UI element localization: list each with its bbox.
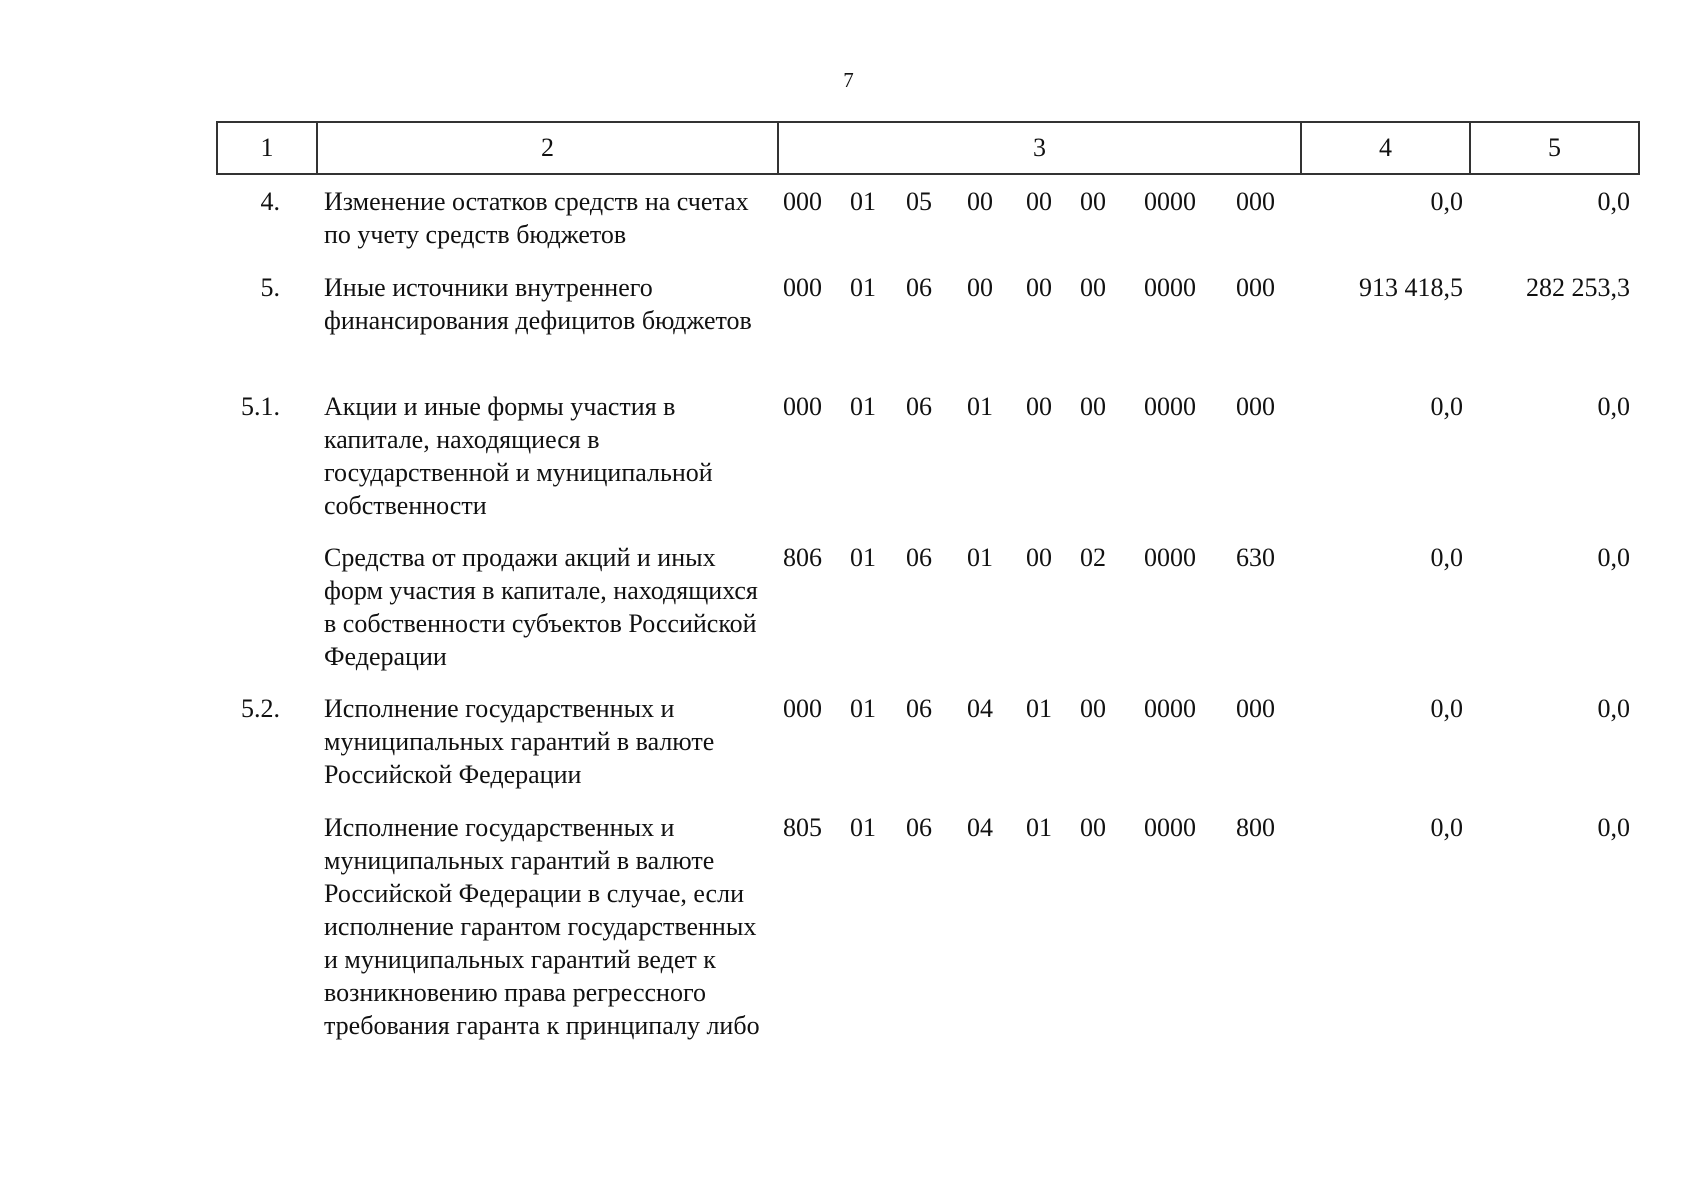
code-program: 0000 bbox=[1144, 694, 1196, 723]
code-subarticle: 00 bbox=[1026, 543, 1052, 572]
row-code bbox=[777, 692, 1300, 811]
row-name: Изменение остатков средств на счетах по учету средств бюджетов bbox=[324, 187, 749, 249]
table-row bbox=[216, 271, 1640, 390]
code-program: 0000 bbox=[1144, 273, 1196, 302]
code-group: 01 bbox=[850, 543, 876, 572]
code-element: 00 bbox=[1080, 187, 1106, 216]
row-value-col4: 0,0 bbox=[1430, 813, 1463, 842]
code-element: 02 bbox=[1080, 543, 1106, 572]
row-value-col5: 0,0 bbox=[1597, 694, 1630, 723]
page-number: 7 bbox=[843, 68, 854, 92]
row-name: Исполнение государственных и муниципальных гарантий в валюте Российской Федерации bbox=[324, 694, 715, 789]
code-article: 00 bbox=[967, 273, 993, 302]
row-number: 5. bbox=[260, 273, 280, 302]
header-col-4: 4 bbox=[1302, 123, 1471, 173]
code-article: 04 bbox=[967, 813, 993, 842]
code-subarticle: 01 bbox=[1026, 813, 1052, 842]
code-admin: 000 bbox=[783, 392, 822, 421]
code-admin: 000 bbox=[783, 187, 822, 216]
row-value-col4: 0,0 bbox=[1430, 392, 1463, 421]
code-subarticle: 01 bbox=[1026, 694, 1052, 723]
code-subarticle: 00 bbox=[1026, 187, 1052, 216]
code-subgroup: 06 bbox=[906, 392, 932, 421]
table-body bbox=[216, 185, 1640, 1081]
code-subgroup: 05 bbox=[906, 187, 932, 216]
code-article: 04 bbox=[967, 694, 993, 723]
code-subarticle: 00 bbox=[1026, 273, 1052, 302]
code-group: 01 bbox=[850, 187, 876, 216]
code-element: 00 bbox=[1080, 392, 1106, 421]
row-code bbox=[777, 390, 1300, 541]
row-value-col4: 0,0 bbox=[1430, 694, 1463, 723]
code-program: 0000 bbox=[1144, 187, 1196, 216]
row-number: 5.2. bbox=[241, 694, 280, 723]
row-name: Акции и иные формы участия в капитале, находящиеся в государственной и муниципальной собственности bbox=[324, 392, 713, 520]
row-name: Средства от продажи акций и иных форм участия в капитале, находящихся в собственности субъектов Российской Федерации bbox=[324, 543, 758, 671]
row-value-col5: 282 253,3 bbox=[1526, 273, 1630, 302]
code-admin: 000 bbox=[783, 273, 822, 302]
row-number: 5.1. bbox=[241, 392, 280, 421]
code-program: 0000 bbox=[1144, 392, 1196, 421]
table-row bbox=[216, 541, 1640, 692]
row-number bbox=[216, 811, 316, 1081]
table-row bbox=[216, 185, 1640, 271]
code-article: 01 bbox=[967, 392, 993, 421]
code-article: 01 bbox=[967, 543, 993, 572]
row-code bbox=[777, 811, 1300, 1081]
row-name: Исполнение государственных и муниципальных гарантий в валюте Российской Федерации в случае, если исполнение гарантом государственных и муниципальных гарантий ведет к возникновению права регрессного требования гаранта к принципалу либо bbox=[324, 813, 760, 1040]
code-group: 01 bbox=[850, 273, 876, 302]
code-element: 00 bbox=[1080, 813, 1106, 842]
code-kosgu: 000 bbox=[1236, 392, 1275, 421]
table-row bbox=[216, 390, 1640, 541]
code-kosgu: 000 bbox=[1236, 273, 1275, 302]
code-article: 00 bbox=[967, 187, 993, 216]
code-group: 01 bbox=[850, 392, 876, 421]
table-row bbox=[216, 692, 1640, 811]
row-code bbox=[777, 271, 1300, 390]
row-value-col5: 0,0 bbox=[1597, 392, 1630, 421]
row-value-col4: 0,0 bbox=[1430, 187, 1463, 216]
code-element: 00 bbox=[1080, 273, 1106, 302]
row-code bbox=[777, 185, 1300, 271]
header-col-3: 3 bbox=[779, 123, 1302, 173]
code-admin: 000 bbox=[783, 694, 822, 723]
code-admin: 805 bbox=[783, 813, 822, 842]
header-col-1: 1 bbox=[218, 123, 318, 173]
code-subgroup: 06 bbox=[906, 813, 932, 842]
code-kosgu: 000 bbox=[1236, 694, 1275, 723]
code-subgroup: 06 bbox=[906, 543, 932, 572]
row-value-col5: 0,0 bbox=[1597, 187, 1630, 216]
code-element: 00 bbox=[1080, 694, 1106, 723]
code-subarticle: 00 bbox=[1026, 392, 1052, 421]
code-subgroup: 06 bbox=[906, 273, 932, 302]
row-value-col5: 0,0 bbox=[1597, 543, 1630, 572]
code-program: 0000 bbox=[1144, 543, 1196, 572]
code-kosgu: 800 bbox=[1236, 813, 1275, 842]
row-number bbox=[216, 541, 316, 692]
row-value-col5: 0,0 bbox=[1597, 813, 1630, 842]
row-code bbox=[777, 541, 1300, 692]
code-kosgu: 000 bbox=[1236, 187, 1275, 216]
code-kosgu: 630 bbox=[1236, 543, 1275, 572]
row-number: 4. bbox=[260, 187, 280, 216]
header-col-5: 5 bbox=[1548, 133, 1561, 162]
table-header bbox=[216, 121, 1640, 175]
code-subgroup: 06 bbox=[906, 694, 932, 723]
row-value-col4: 0,0 bbox=[1430, 543, 1463, 572]
row-value-col4: 913 418,5 bbox=[1359, 273, 1463, 302]
header-col-2: 2 bbox=[318, 123, 779, 173]
code-program: 0000 bbox=[1144, 813, 1196, 842]
code-group: 01 bbox=[850, 694, 876, 723]
table-row bbox=[216, 811, 1640, 1081]
row-name: Иные источники внутреннего финансирования дефицитов бюджетов bbox=[324, 273, 752, 335]
code-admin: 806 bbox=[783, 543, 822, 572]
code-group: 01 bbox=[850, 813, 876, 842]
